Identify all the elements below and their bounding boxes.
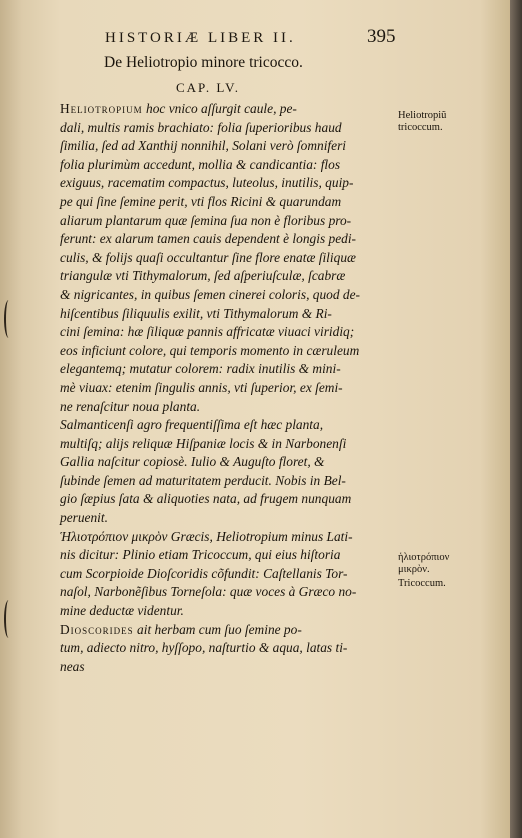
line-text: exiguus, racematim compactus, luteolus, inutilis, quip- <box>60 175 354 191</box>
text-line <box>60 119 400 138</box>
line-text: nis dicitur: Plinio etiam Tricoccum, qui eius hiſtoria <box>60 547 341 563</box>
text-line <box>60 453 400 472</box>
text-line <box>60 509 400 528</box>
text-line <box>60 583 400 602</box>
line-text: multiſq; alijs reliquæ Hiſpaniæ locis & in Narbonenſi <box>60 435 347 451</box>
page-header <box>105 26 425 50</box>
line-text: ne renaſcitur noua planta. <box>60 398 201 414</box>
line-text: peruenit. <box>60 510 108 526</box>
margin-note: Heliotropiũ tricoccum. <box>398 110 447 133</box>
text-line <box>60 360 400 379</box>
running-title: HISTORIÆ LIBER II. <box>105 30 296 46</box>
text-line <box>60 621 400 640</box>
chapter-heading: CAP. LV. <box>176 80 241 95</box>
line-text: gio ſæpius ſata & aliquoties nata, ad frugem nunquam <box>60 491 352 507</box>
line-text: mine deductæ videntur. <box>60 603 184 619</box>
text-line <box>60 137 400 156</box>
line-text: hoc vnico aſſurgit caule, pe- <box>142 101 297 116</box>
text-line <box>60 546 400 565</box>
text-line <box>60 174 400 193</box>
text-line <box>60 490 400 509</box>
lead-word: Heliotropium <box>60 101 143 116</box>
line-text: naſol, Narbonẽſibus Torneſola: quæ voces à Græco no- <box>60 584 357 600</box>
line-text: aliarum plantarum quæ ſemina ſua non è floribus pro- <box>60 212 352 228</box>
text-line <box>60 100 400 119</box>
text-line <box>60 379 400 398</box>
margin-note: ἡλιοτρόπιον μικρὸν. <box>398 552 450 575</box>
line-text: & nigricantes, in quibus ſemen cinerei coloris, quod de- <box>60 286 361 302</box>
line-text: Salmanticenſi agro frequentiſſima eſt hæc planta, <box>60 417 324 433</box>
text-line <box>60 230 400 249</box>
text-line <box>60 435 400 454</box>
line-text: mè viuax: etenim ſingulis annis, vti ſuperior, ex ſemi- <box>60 379 343 395</box>
line-text: ſubinde ſemen ad maturitatem perducit. Nobis in Bel- <box>60 472 346 488</box>
text-line <box>60 658 400 677</box>
line-text: dali, multis ramis brachiato: folia ſuperioribus haud <box>60 119 342 135</box>
page-edge <box>510 0 522 838</box>
lead-word: Dioscorides <box>60 621 134 637</box>
line-text: hiſcentibus ſiliquulis exilit, vti Tithymalorum & Ri- <box>60 305 332 321</box>
text-line <box>60 565 400 584</box>
margin-note: Tricoccum. <box>398 578 446 589</box>
page-number: 395 <box>367 26 396 47</box>
line-text: pe qui ſine ſemine perit, vti flos Ricini & quarundam <box>60 193 342 209</box>
text-line <box>60 639 400 658</box>
text-line <box>60 602 400 621</box>
text-line <box>60 472 400 491</box>
line-text: tum, adiecto nitro, hyſſopo, naſturtio & aqua, latas ti- <box>60 640 348 656</box>
text-line <box>60 398 400 417</box>
text-line <box>60 193 400 212</box>
text-line <box>60 249 400 268</box>
line-text: ait herbam cum ſuo ſemine po- <box>133 621 302 637</box>
gutter-mark <box>4 600 13 638</box>
text-line <box>60 342 400 361</box>
text-line <box>60 156 400 175</box>
text-line <box>60 323 400 342</box>
line-text: ferunt: ex alarum tamen cauis dependent è longis pedi- <box>60 231 357 247</box>
line-text: Ἡλιοτρόπιον μικρὸν Græcis, Heliotropium minus Lati- <box>60 528 353 544</box>
text-line <box>60 212 400 231</box>
line-text: culis, & folijs quaſi occultantur ſine flore enatæ ſiliquæ <box>60 249 356 265</box>
text-line <box>60 528 400 547</box>
line-text: Gallia naſcitur copiosè. Iulio & Auguſto floret, & <box>60 454 325 470</box>
section-title: De Heliotropio minore tricocco. <box>104 54 303 71</box>
body-text <box>60 100 400 676</box>
line-text: folia plurimùm accedunt, mollia & candicantia: flos <box>60 156 341 172</box>
text-line <box>60 305 400 324</box>
line-text: eos inficiunt colore, qui temporis momento in cæruleum <box>60 342 360 358</box>
text-line <box>60 416 400 435</box>
text-line <box>60 286 400 305</box>
line-text: cum Scorpioide Dioſcoridis cõfundit: Caſtellanis Tor- <box>60 565 348 581</box>
line-text: ſimilia, ſed ad Xanthij nonnihil, Solani verò ſomniferi <box>60 138 347 154</box>
gutter-mark <box>4 300 13 338</box>
line-text: triangulæ vti Tithymalorum, ſed aſperiuſculæ, ſcabræ <box>60 268 346 284</box>
line-text: elegantemq; mutatur colorem: radix inutilis & mini- <box>60 361 341 377</box>
line-text: cini ſemina: hæ ſiliquæ pannis affricatæ viuaci viridiq; <box>60 324 355 340</box>
line-text: neas <box>60 658 85 674</box>
text-line <box>60 267 400 286</box>
